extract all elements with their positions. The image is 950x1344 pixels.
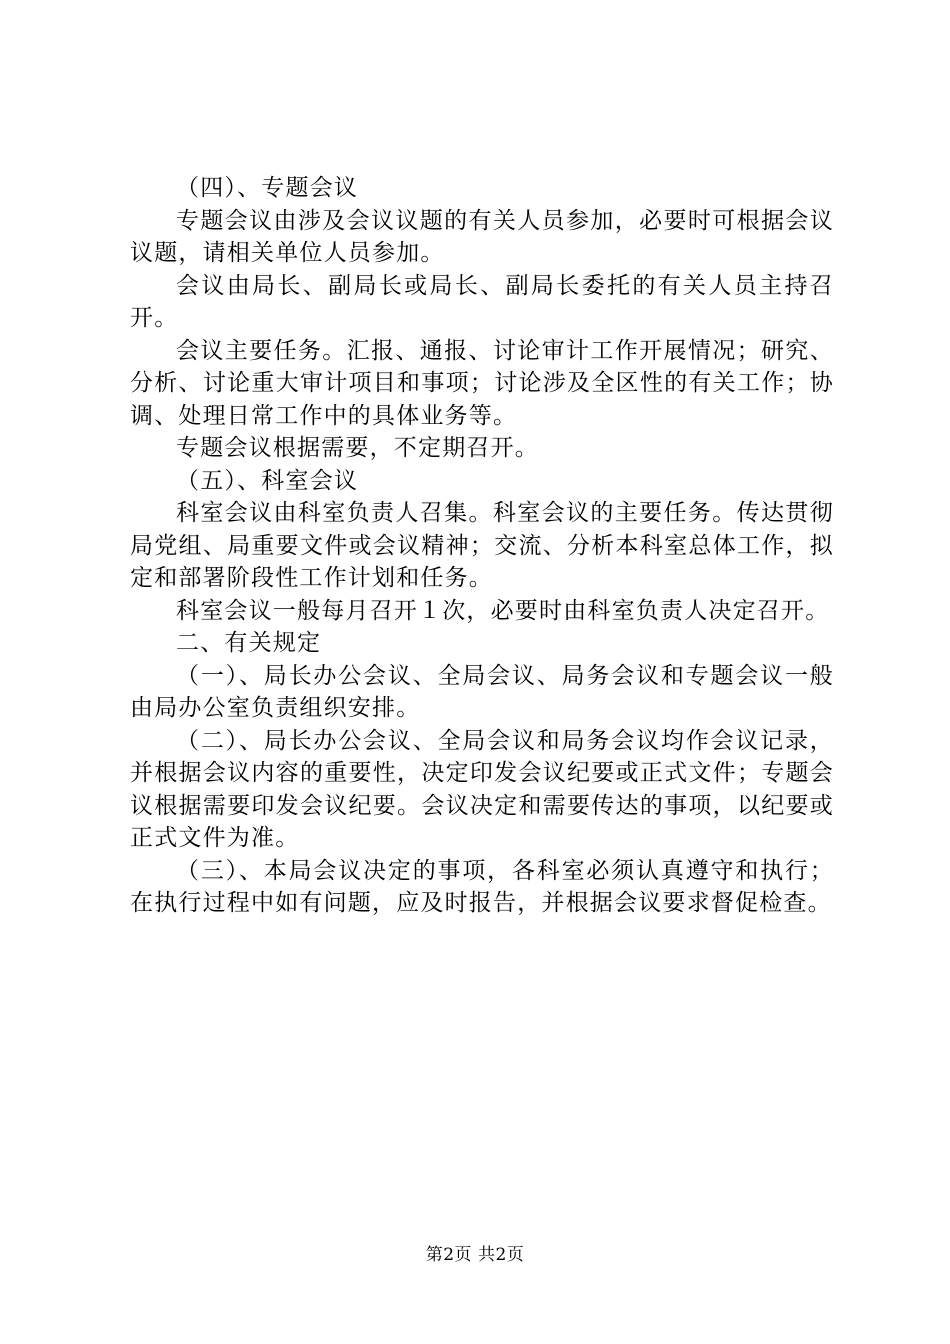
section-heading-regulations: 二、有关规定 <box>176 630 322 656</box>
page-number-footer: 第2页 共2页 <box>425 1245 525 1265</box>
paragraph: （一）、局长办公会议、全局会议、局务会议和专题会议一般由局办公室负责组织安排。 <box>130 662 834 721</box>
section-heading-special-meeting: （四）、专题会议 <box>176 175 359 201</box>
paragraph: 专题会议根据需要，不定期召开。 <box>176 435 539 461</box>
section-heading-department-meeting: （五）、科室会议 <box>176 467 359 494</box>
document-body <box>130 172 834 920</box>
paragraph: 科室会议一般每月召开１次，必要时由科室负责人决定召开。 <box>176 597 830 624</box>
paragraph: （二）、局长办公会议、全局会议和局务会议均作会议记录，并根据会议内容的重要性，决定印发会议纪要或正式文件；专题会议根据需要印发会议纪要。会议决定和需要传达的事项，以纪要或正式文件为准。 <box>130 727 834 851</box>
paragraph: （三）、本局会议决定的事项，各科室必须认真遵守和执行；在执行过程中如有问题，应及时报告，并根据会议要求督促检查。 <box>130 857 834 916</box>
paragraph: 会议由局长、副局长或局长、副局长委托的有关人员主持召开。 <box>130 272 834 331</box>
paragraph: 专题会议由涉及会议议题的有关人员参加，必要时可根据会议议题，请相关单位人员参加。 <box>130 207 834 266</box>
paragraph: 会议主要任务。汇报、通报、讨论审计工作开展情况；研究、分析、讨论重大审计项目和事项；讨论涉及全区性的有关工作；协调、处理日常工作中的具体业务等。 <box>130 337 834 429</box>
paragraph: 科室会议由科室负责人召集。科室会议的主要任务。传达贯彻局党组、局重要文件或会议精神；交流、分析本科室总体工作，拟定和部署阶段性工作计划和任务。 <box>130 500 834 591</box>
